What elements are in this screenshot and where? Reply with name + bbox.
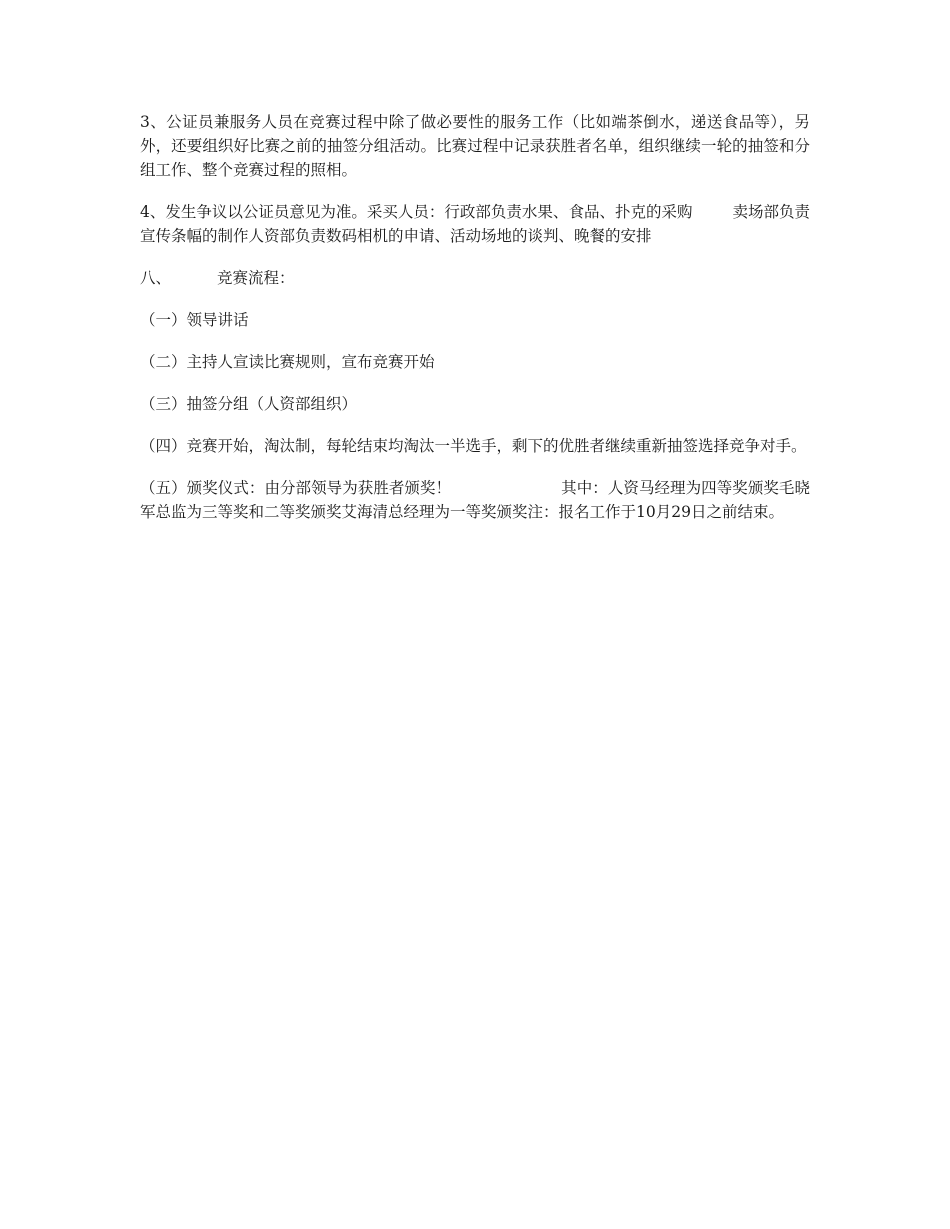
paragraph-text-part2: 卖场部负责宣传条幅的制作人资部负责数码相机的申请、活动场地的谈判、晚餐的安排: [140, 203, 810, 245]
paragraph-text: 3、公证员兼服务人员在竞赛过程中除了做必要性的服务工作（比如端茶倒水，递送食品等），另外，还要组织好比赛之前的抽签分组活动。比赛过程中记录获胜者名单，组织继续一轮的抽签和分组工作、整个竞赛过程的照相。: [140, 113, 810, 179]
paragraph-notary-duties: [140, 110, 810, 182]
list-item-step-5: [140, 476, 810, 524]
section-title: 竞赛流程：: [217, 269, 295, 287]
step-text: （二）主持人宣读比赛规则，宣布竞赛开始: [140, 353, 435, 371]
step-text: （四）竞赛开始，淘汰制，每轮结束均淘汰一半选手，剩下的优胜者继续重新抽签选择竞争对手。: [140, 437, 807, 455]
list-item-step-4: [140, 434, 810, 458]
paragraph-text-part1: 4、发生争议以公证员意见为准。采买人员：行政部负责水果、食品、扑克的采购: [140, 203, 693, 221]
step-text: （三）抽签分组（人资部组织）: [140, 395, 358, 413]
list-item-step-2: [140, 350, 810, 374]
list-item-step-1: [140, 308, 810, 332]
step-text: （一）领导讲话: [140, 311, 249, 329]
section-heading: [140, 266, 810, 290]
paragraph-disputes-purchasing: [140, 200, 810, 248]
step-text-part2: 其中：人资马经理为四等奖颁奖毛晓军总监为三等奖和二等奖颁奖艾海清总经理为一等奖颁奖注：报名工作于10月29日之前结束。: [140, 479, 810, 521]
step-text-part1: （五）颁奖仪式：由分部领导为获胜者颁奖！: [140, 479, 452, 497]
section-number: 八、: [140, 269, 172, 287]
list-item-step-3: [140, 392, 810, 416]
document-page: [140, 110, 810, 542]
